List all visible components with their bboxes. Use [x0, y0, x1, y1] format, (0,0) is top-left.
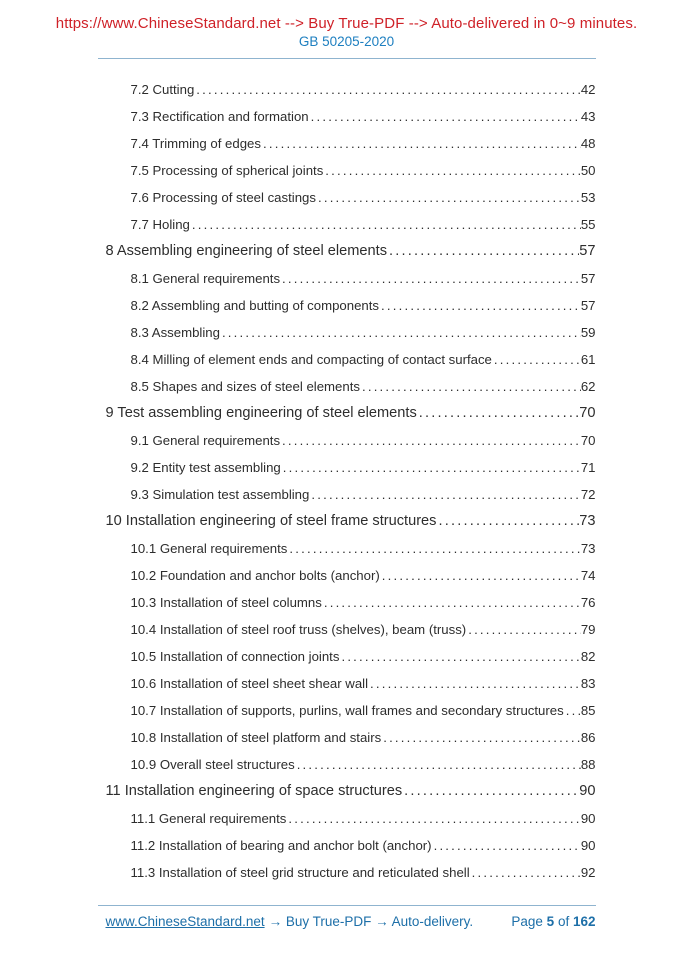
- toc-entry-label: 10.4 Installation of steel roof truss (shelves), beam (truss): [130, 622, 467, 637]
- toc-entry-label: 8.2 Assembling and butting of components: [130, 298, 380, 313]
- toc-leader-dots: [280, 427, 581, 454]
- toc-entry-page: 73: [579, 513, 596, 529]
- toc-entry-label: 8.3 Assembling: [130, 325, 220, 340]
- toc-entry[interactable]: [98, 184, 596, 211]
- toc-leader-dots: [286, 805, 580, 832]
- toc-entry-label: 8 Assembling engineering of steel elements: [105, 243, 388, 259]
- toc-leader-dots: [194, 76, 581, 103]
- toc-leader-dots: [360, 373, 581, 400]
- toc-entry[interactable]: [98, 157, 596, 184]
- toc-entry-label: 9 Test assembling engineering of steel elements: [105, 405, 417, 421]
- toc-leader-dots: [436, 508, 579, 535]
- toc-leader-dots: [295, 751, 581, 778]
- toc-leader-dots: [261, 130, 581, 157]
- toc-entry-label: 7.4 Trimming of edges: [130, 136, 261, 151]
- toc-leader-dots: [381, 724, 581, 751]
- toc-entry[interactable]: [98, 76, 596, 103]
- page-footer: [0, 905, 693, 929]
- toc-entry-page: 55: [580, 217, 596, 232]
- footer-promo: [98, 914, 474, 929]
- toc-entry-label: 7.5 Processing of spherical joints: [130, 163, 324, 178]
- toc-leader-dots: [466, 616, 581, 643]
- toc-entry[interactable]: [98, 346, 596, 373]
- page-current: 5: [546, 914, 555, 929]
- footer-tagline: → Buy True-PDF → Auto-delivery.: [268, 914, 474, 929]
- toc-entry-label: 11.2 Installation of bearing and anchor bolt (anchor): [130, 838, 432, 853]
- header-promo-link[interactable]: https://www.ChineseStandard.net --> Buy True-PDF --> Auto-delivered in 0~9 minutes.: [55, 15, 638, 32]
- toc-entry-page: 88: [580, 757, 596, 772]
- toc-leader-dots: [564, 697, 581, 724]
- page-total: 162: [572, 914, 596, 929]
- toc-leader-dots: [339, 643, 580, 670]
- toc-leader-dots: [287, 535, 580, 562]
- toc-entry-label: 9.3 Simulation test assembling: [130, 487, 310, 502]
- toc-entry[interactable]: [98, 130, 596, 157]
- toc-entry[interactable]: [98, 670, 596, 697]
- toc-entry[interactable]: [98, 373, 596, 400]
- toc-entry-page: 50: [580, 163, 596, 178]
- toc-leader-dots: [220, 319, 581, 346]
- toc-entry-label: 9.2 Entity test assembling: [130, 460, 281, 475]
- toc-entry[interactable]: [98, 211, 596, 238]
- toc-entry[interactable]: [98, 859, 596, 886]
- toc-entry-page: 71: [580, 460, 596, 475]
- toc-leader-dots: [309, 481, 580, 508]
- toc-entry-page: 42: [580, 82, 596, 97]
- toc-entry-label: 8.4 Milling of element ends and compacting of contact surface: [130, 352, 492, 367]
- toc-leader-dots: [417, 400, 580, 427]
- toc-entry-page: 73: [580, 541, 596, 556]
- toc-entry[interactable]: [98, 454, 596, 481]
- toc-leader-dots: [470, 859, 581, 886]
- toc-entry[interactable]: [98, 103, 596, 130]
- toc-entry[interactable]: [98, 778, 596, 805]
- toc-entry-page: 92: [580, 865, 596, 880]
- toc-entry-page: 72: [580, 487, 596, 502]
- page-of-label: of: [557, 914, 570, 929]
- toc-entry-page: 62: [580, 379, 596, 394]
- toc-entry-label: 7.7 Holing: [130, 217, 190, 232]
- toc-leader-dots: [379, 292, 581, 319]
- toc-leader-dots: [280, 265, 581, 292]
- toc-leader-dots: [281, 454, 581, 481]
- toc-entry[interactable]: [98, 562, 596, 589]
- toc-entry-label: 7.2 Cutting: [130, 82, 195, 97]
- page-indicator: [511, 914, 595, 929]
- toc-entry-label: 10.2 Foundation and anchor bolts (anchor): [130, 568, 380, 583]
- toc-entry[interactable]: [98, 535, 596, 562]
- toc-leader-dots: [309, 103, 581, 130]
- toc-entry[interactable]: [98, 697, 596, 724]
- toc-entry[interactable]: [98, 292, 596, 319]
- toc-entry[interactable]: [98, 508, 596, 535]
- toc-entry[interactable]: [98, 724, 596, 751]
- toc-entry[interactable]: [98, 805, 596, 832]
- toc-entry-page: 57: [580, 298, 596, 313]
- toc-entry-label: 11.3 Installation of steel grid structure and reticulated shell: [130, 865, 470, 880]
- toc-entry-label: 10.3 Installation of steel columns: [130, 595, 322, 610]
- toc-entry-label: 10.1 General requirements: [130, 541, 288, 556]
- toc-entry[interactable]: [98, 427, 596, 454]
- toc-entry-page: 70: [580, 433, 596, 448]
- toc-leader-dots: [368, 670, 581, 697]
- toc-entry[interactable]: [98, 832, 596, 859]
- page-indicator-label: Page: [511, 914, 543, 929]
- toc-entry-label: 10.7 Installation of supports, purlins, wall frames and secondary structures: [130, 703, 564, 718]
- toc-leader-dots: [316, 184, 581, 211]
- toc-entry[interactable]: [98, 589, 596, 616]
- toc-entry[interactable]: [98, 643, 596, 670]
- toc-entry-page: 59: [580, 325, 596, 340]
- toc-entry-page: 79: [580, 622, 596, 637]
- toc-entry[interactable]: [98, 319, 596, 346]
- toc-leader-dots: [402, 778, 579, 805]
- toc-leader-dots: [322, 589, 581, 616]
- toc-entry-label: 11.1 General requirements: [130, 811, 287, 826]
- toc-entry-label: 11 Installation engineering of space structures: [105, 783, 403, 799]
- toc-leader-dots: [492, 346, 581, 373]
- header-rule: [98, 58, 596, 59]
- toc-entry-page: 53: [580, 190, 596, 205]
- toc-entry-page: 76: [580, 595, 596, 610]
- toc-entry-page: 90: [580, 838, 596, 853]
- toc-entry-page: 86: [580, 730, 596, 745]
- toc-entry[interactable]: [98, 751, 596, 778]
- toc-entry-page: 48: [580, 136, 596, 151]
- toc-entry-label: 10 Installation engineering of steel frame structures: [105, 513, 437, 529]
- toc-entry[interactable]: [98, 238, 596, 265]
- toc-entry-page: 57: [580, 271, 596, 286]
- toc-entry-page: 70: [579, 405, 596, 421]
- toc-leader-dots: [387, 238, 579, 265]
- toc-entry-label: 10.8 Installation of steel platform and stairs: [130, 730, 382, 745]
- toc-leader-dots: [190, 211, 581, 238]
- toc-entry-page: 82: [580, 649, 596, 664]
- toc-entry-page: 57: [579, 243, 596, 259]
- toc-entry-label: 10.9 Overall steel structures: [130, 757, 295, 772]
- toc-entry-label: 10.6 Installation of steel sheet shear wall: [130, 676, 369, 691]
- toc-leader-dots: [432, 832, 581, 859]
- toc-entry-label: 7.3 Rectification and formation: [130, 109, 309, 124]
- toc-entry-page: 85: [580, 703, 596, 718]
- doc-code: GB 50205-2020: [298, 34, 395, 49]
- page-header: [0, 0, 693, 59]
- toc-entry-page: 43: [580, 109, 596, 124]
- toc-entry-page: 90: [579, 783, 596, 799]
- toc-entry-label: 8.1 General requirements: [130, 271, 281, 286]
- toc-entry[interactable]: [98, 481, 596, 508]
- toc-entry-label: 9.1 General requirements: [130, 433, 281, 448]
- toc-entry-page: 83: [580, 676, 596, 691]
- toc-leader-dots: [380, 562, 581, 589]
- toc-entry[interactable]: [98, 400, 596, 427]
- table-of-contents: [98, 76, 596, 886]
- toc-entry[interactable]: [98, 616, 596, 643]
- toc-entry-page: 90: [580, 811, 596, 826]
- toc-entry-label: 7.6 Processing of steel castings: [130, 190, 316, 205]
- toc-entry-page: 74: [580, 568, 596, 583]
- toc-leader-dots: [323, 157, 581, 184]
- toc-entry-page: 61: [580, 352, 596, 367]
- toc-entry-label: 10.5 Installation of connection joints: [130, 649, 340, 664]
- toc-entry-label: 8.5 Shapes and sizes of steel elements: [130, 379, 360, 394]
- toc-entry[interactable]: [98, 265, 596, 292]
- footer-rule: [98, 905, 596, 906]
- footer-site-link[interactable]: www.ChineseStandard.net: [105, 914, 265, 929]
